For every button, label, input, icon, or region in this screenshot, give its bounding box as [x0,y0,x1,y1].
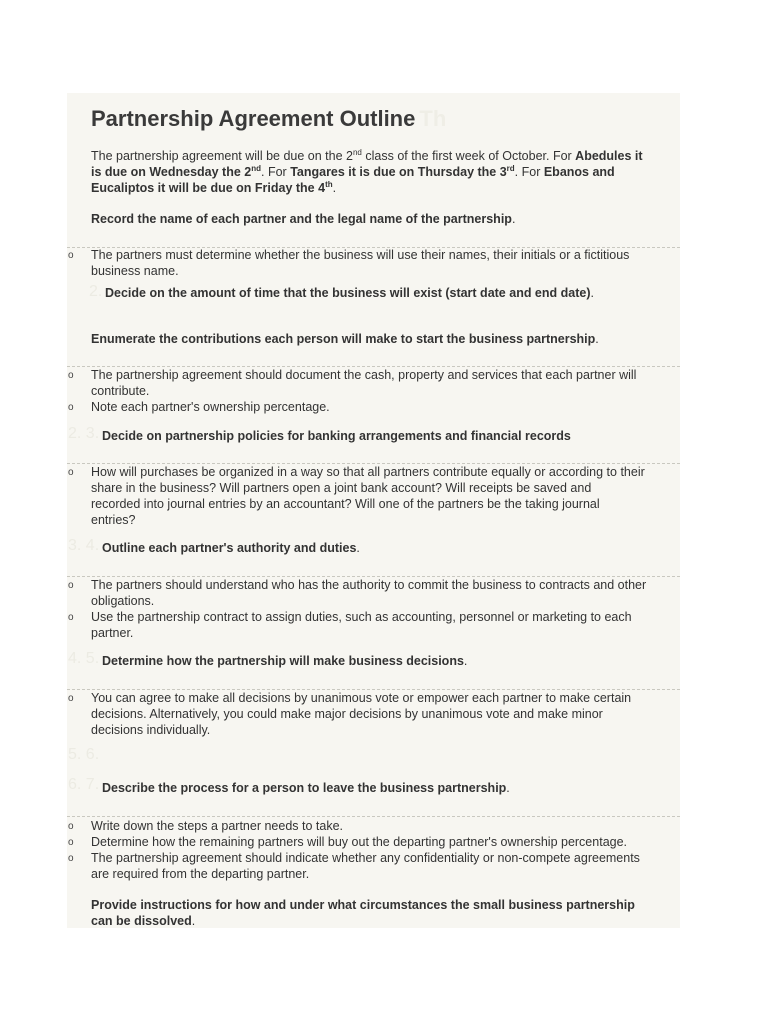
bullet-marker: o [68,402,74,413]
section-heading: Record the name of each partner and the legal name of the partnership. [91,212,516,226]
list-item: Use the partnership contract to assign duties, such as accounting, personnel or marketing to each partner. [91,610,632,640]
list-item: Determine how the remaining partners will buy out the departing partner's ownership percentage. [91,835,628,849]
bullet-marker: o [68,467,74,478]
bullet-marker: o [68,580,74,591]
bullet-marker: o [68,837,74,848]
section-heading: Outline each partner's authority and duties. [102,541,360,555]
section-heading: Determine how the partnership will make business decisions. [102,654,468,668]
list-item: How will purchases be organized in a way so that all partners contribute equally or according to their share in the business? Will partners open a joint bank account? Will receipts be saved and recorded into journal entries by an accountant? Will one of the partners be the taking journal entries? [91,465,645,527]
faded-number: 3. 4. [68,537,100,554]
list-item: The partnership agreement should indicate whether any confidentiality or non-compete agreements are required from the departing partner. [91,851,640,881]
faded-number: 5. 6. [68,746,100,763]
section-heading: Describe the process for a person to leave the business partnership. [102,781,510,795]
list-item: You can agree to make all decisions by unanimous vote or empower each partner to make certain decisions. Alternatively, you could make major decisions by unanimous vote and make minor decisions individually. [91,691,632,737]
intro-paragraph: The partnership agreement will be due on the 2nd class of the first week of October. For Abedules it is due on Wednesday the 2nd. For Tangares it is due on Thursday the 3rd. For Ebanos and Eucaliptos it will be due on Friday the 4th. [91,148,643,195]
list-item: Write down the steps a partner needs to take. [91,819,343,833]
faded-number: 6. 7. [68,776,100,793]
section-heading: Provide instructions for how and under what circumstances the small business partnership can be dissolved. [91,898,635,928]
bullet-marker: o [68,370,74,381]
list-item: The partners must determine whether the business will use their names, their initials or a fictitious business name. [91,248,630,278]
list-item: The partners should understand who has the authority to commit the business to contracts and other obligations. [91,578,647,608]
bullet-marker: o [68,821,74,832]
bullet-marker: o [68,693,74,704]
bullet-marker: o [68,612,74,623]
page-title: Partnership Agreement Outline Th [91,106,447,131]
divider [67,816,680,817]
faded-number: 4. 5. [68,650,100,667]
list-item: The partnership agreement should document the cash, property and services that each partner will contribute. [91,368,637,398]
list-item: Note each partner's ownership percentage. [91,400,330,414]
faded-number: 2. [89,283,103,300]
bullet-marker: o [68,250,74,261]
section-heading: Decide on partnership policies for banking arrangements and financial records [102,429,571,443]
section-heading: Enumerate the contributions each person will make to start the business partnership. [91,332,599,346]
faded-number: 2. 3. [68,425,100,442]
faded-title-fragment: Th [419,106,447,131]
bullet-marker: o [68,853,74,864]
section-heading: Decide on the amount of time that the business will exist (start date and end date). [105,286,594,300]
